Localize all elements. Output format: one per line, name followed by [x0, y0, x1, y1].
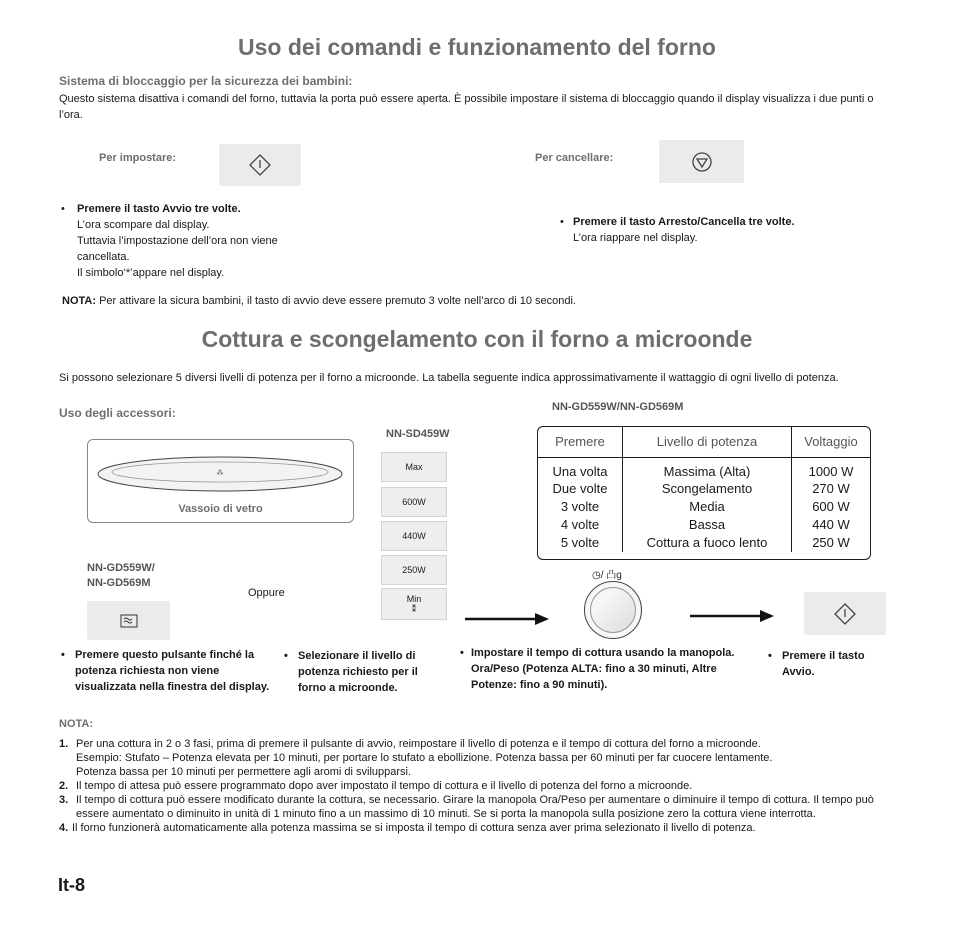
note-text: Per attivare la sicura bambini, il tasto di avvio deve essere premuto 3 volte nell’arco di 10 secondi. [99, 295, 576, 307]
table-cell: 3 volte [538, 498, 623, 516]
table-header: Livello di potenza [623, 427, 792, 457]
notes-list [59, 737, 899, 835]
bullet: • [61, 203, 65, 215]
start-icon [833, 602, 857, 626]
note-item [59, 793, 899, 821]
step-4-text: Premere il tasto Avvio. [782, 650, 865, 678]
table-cell: 600 W [812, 499, 850, 514]
glass-tray-label: Vassoio di vetro [178, 503, 263, 515]
table-cell: Bassa [623, 516, 792, 534]
power-min-button[interactable] [381, 588, 447, 620]
note-line: Esempio: Stufato – Potenza elevata per 10 minuti, per portare lo stufato a ebollizione. Potenza bassa per 60 minuti per far cuocere lentamente. [76, 752, 773, 764]
section-title-controls: Uso dei comandi e funzionamento del forno [238, 34, 716, 60]
step-2 [284, 648, 448, 696]
bullet: • [284, 650, 288, 662]
set-steps [61, 201, 317, 281]
page-number: It-8 [58, 875, 85, 895]
time-weight-dial[interactable] [584, 581, 642, 639]
power-min-label: Min [406, 594, 422, 604]
table-header: Premere [538, 427, 623, 457]
model-gd-line-2: NN-GD569M [87, 577, 151, 589]
snowflake-icon: ⁑ [411, 604, 417, 614]
note-line: Il tempo di attesa può essere programmato dopo aver impostato il tempo di cottura e il livello di potenza del forno a microonde. [76, 780, 693, 792]
model-gd-left-label [87, 561, 155, 591]
start-button-step4[interactable] [804, 592, 886, 635]
note-number: 4. [59, 822, 69, 834]
section-title-microwave: Cottura e scongelamento con il forno a microonde [201, 326, 753, 352]
bullet: • [768, 650, 772, 662]
table-cell: Cottura a fuoco lento [623, 534, 792, 552]
table-cell: Una volta [538, 457, 623, 480]
set-step-2: L’ora scompare dal display. [77, 219, 210, 231]
model-gd-table-label: NN-GD559W/NN-GD569M [552, 401, 684, 413]
model-sd-label: NN-SD459W [386, 428, 450, 440]
note-item [59, 737, 899, 779]
set-step-1: Premere il tasto Avvio tre volte. [77, 203, 241, 215]
dial-knob [590, 587, 636, 633]
cancel-label: Per cancellare: [535, 152, 614, 164]
power-250w-button[interactable]: 250W [381, 555, 447, 585]
note-line: Il tempo di cottura può essere modificato durante la cottura, se necessario. Girare la manopola Ora/Peso per aumentare o diminuire il tempo di cottura. Il tempo può essere aumentato o diminuito in unità di 1 minuto fino a un massimo di 10 minuti. Se si porta la manopola sulla posizione zero la cottura viene interrotta. [76, 794, 874, 820]
table-cell: Due volte [538, 480, 623, 498]
arrow-right-icon [690, 609, 775, 623]
table-cell: Media [623, 498, 792, 516]
set-label: Per impostare: [99, 152, 177, 164]
step-2-text: Selezionare il livello di potenza richiesto per il forno a microonde. [298, 650, 418, 694]
stop-cancel-button[interactable] [659, 140, 744, 183]
note-number: 1. [59, 738, 69, 750]
set-step-5: Il simbolo‘*’appare nel display. [77, 267, 225, 279]
note-number: 2. [59, 780, 69, 792]
cancel-steps [560, 214, 873, 246]
table-cell: 250 W [812, 535, 850, 550]
table-header: Voltaggio [804, 434, 858, 450]
start-icon [248, 153, 272, 177]
table-cell: 440 W [812, 517, 850, 532]
power-440w-button[interactable]: 440W [381, 521, 447, 551]
cancel-step-2: L’ora riappare nel display. [573, 232, 698, 244]
set-step-4: cancellata. [77, 251, 130, 263]
child-lock-description: Questo sistema disattiva i comandi del forno, tuttavia la porta può essere aperta. È possibile impostare il sistema di bloccaggio quando il display visualizza i due punti o l’ora. [59, 93, 874, 121]
power-600w-button[interactable]: 600W [381, 487, 447, 517]
power-max-button[interactable]: Max [381, 452, 447, 482]
table-cell: 270 W [812, 481, 850, 496]
glass-tray-panel [87, 439, 354, 523]
step-3-text: Impostare il tempo di cottura usando la manopola. Ora/Peso (Potenza ALTA: fino a 30 minuti, Altre Potenze: fino a 90 minuti). [471, 647, 735, 691]
start-button[interactable] [219, 144, 301, 186]
child-lock-note [62, 293, 902, 309]
power-table [537, 426, 871, 560]
note-number: 3. [59, 794, 69, 806]
table-cell: Massima (Alta) [623, 457, 792, 480]
bullet: • [560, 216, 564, 228]
note-line: Il forno funzionerà automaticamente alla potenza massima se si imposta il tempo di cottura senza aver prima selezionato il livello di potenza. [72, 822, 756, 834]
note-item [59, 779, 899, 793]
step-4 [768, 648, 892, 680]
dial-label: ◷/ 凸g [592, 570, 622, 581]
table-cell: 4 volte [538, 516, 623, 534]
table-cell: Scongelamento [623, 480, 792, 498]
bullet: • [460, 647, 464, 659]
bullet: • [61, 649, 65, 661]
glass-tray-illustration [88, 444, 353, 504]
note-label: NOTA: [62, 295, 97, 307]
model-gd-line-1: NN-GD559W/ [87, 562, 155, 574]
note-line: Per una cottura in 2 o 3 fasi, prima di premere il pulsante di avvio, reimpostare il livello di potenza e il tempo di cottura del forno a microonde. [76, 738, 761, 750]
child-lock-heading: Sistema di bloccaggio per la sicurezza dei bambini: [59, 74, 353, 88]
microwave-power-button[interactable] [87, 601, 170, 640]
oppure-label: Oppure [248, 587, 285, 599]
table-cell: 1000 W [808, 463, 854, 479]
notes-label: NOTA: [59, 718, 94, 730]
step-1-text: Premere questo pulsante finché la potenza richiesta non viene visualizzata nella finestra del display. [75, 649, 270, 693]
note-line: Potenza bassa per 10 minuti per permettere agli aromi di svilupparsi. [76, 766, 412, 778]
step-1 [61, 647, 275, 695]
cancel-step-1: Premere il tasto Arresto/Cancella tre volte. [573, 216, 795, 228]
note-item [59, 821, 899, 835]
table-cell: 5 volte [538, 534, 623, 552]
arrow-right-icon [465, 612, 550, 626]
stop-icon [690, 150, 714, 174]
step-3 [460, 645, 741, 693]
microwave-icon [120, 614, 138, 628]
svg-text:⁂: ⁂ [216, 469, 224, 477]
microwave-intro: Si possono selezionare 5 diversi livelli di potenza per il forno a microonde. La tabella seguente indica approssimativamente il wattaggio di ogni livello di potenza. [59, 372, 839, 384]
accessories-label: Uso degli accessori: [59, 406, 176, 420]
set-step-3: Tuttavia l’impostazione dell’ora non viene [77, 235, 278, 247]
